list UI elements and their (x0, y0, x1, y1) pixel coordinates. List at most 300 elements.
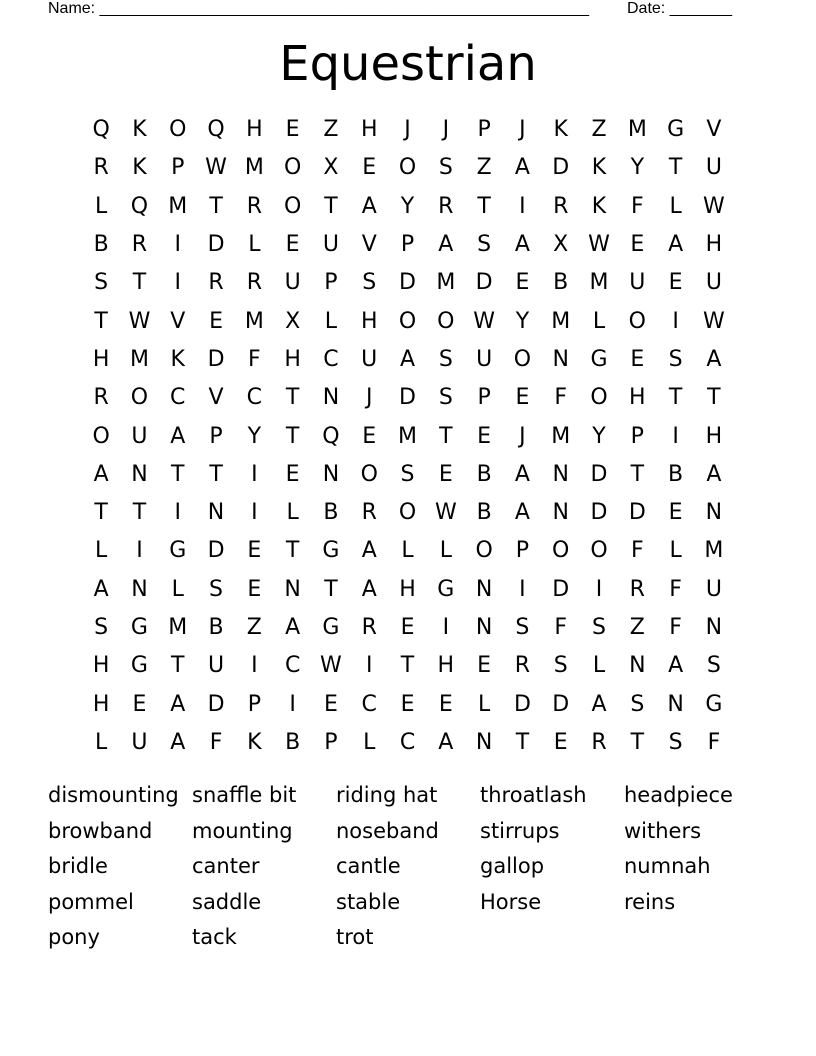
word-bank-item: throatlash (480, 783, 587, 807)
grid-letter[interactable]: D (207, 691, 225, 717)
grid-letter[interactable]: O (92, 423, 110, 449)
grid-letter[interactable]: T (400, 653, 415, 679)
grid-letter[interactable]: J (404, 117, 411, 143)
grid-letter[interactable]: O (513, 346, 532, 372)
grid-letter[interactable]: O (552, 538, 570, 564)
grid-letter[interactable]: I (251, 461, 258, 487)
grid-row (82, 494, 734, 532)
grid-letter[interactable]: V (170, 308, 186, 334)
grid-letter[interactable]: X (553, 232, 569, 258)
grid-letter[interactable]: I (251, 653, 258, 679)
grid-letter[interactable]: K (247, 729, 262, 755)
grid-letter[interactable]: F (630, 538, 644, 564)
grid-letter[interactable]: U (131, 423, 148, 449)
grid-letter[interactable]: G (130, 615, 148, 640)
grid-letter[interactable]: K (553, 117, 568, 143)
grid-letter[interactable]: M (627, 117, 647, 143)
grid-letter[interactable]: R (553, 193, 569, 219)
grid-letter[interactable]: W (320, 653, 342, 679)
grid-letter[interactable]: L (439, 538, 452, 564)
grid-letter[interactable]: S (477, 232, 492, 258)
grid-letter[interactable]: O (398, 308, 417, 334)
grid-letter[interactable]: B (323, 500, 339, 526)
grid-letter[interactable]: S (438, 155, 453, 181)
grid-letter[interactable]: L (95, 193, 108, 219)
grid-letter[interactable]: S (515, 615, 530, 640)
grid-letter[interactable]: A (170, 423, 186, 449)
grid-letter[interactable]: E (515, 385, 530, 411)
grid-letter[interactable]: M (398, 423, 418, 449)
grid-letter[interactable]: M (589, 270, 609, 296)
grid-letter[interactable]: M (168, 193, 188, 219)
grid-letter[interactable]: I (174, 232, 181, 258)
grid-letter[interactable]: S (438, 346, 453, 372)
grid-letter[interactable]: F (669, 615, 682, 640)
grid-letter[interactable]: R (93, 385, 109, 411)
grid-letter[interactable]: T (209, 193, 223, 219)
grid-letter[interactable]: I (289, 691, 296, 717)
grid-letter[interactable]: H (399, 576, 416, 602)
grid-letter[interactable]: S (553, 653, 568, 679)
grid-letter[interactable]: A (361, 576, 377, 602)
grid-letter[interactable]: E (362, 423, 377, 449)
grid-letter[interactable]: N (705, 500, 723, 526)
grid-letter[interactable]: J (442, 117, 450, 143)
grid-letter[interactable]: T (171, 653, 185, 679)
grid-letter[interactable]: A (706, 461, 722, 487)
grid-letter[interactable]: W (128, 308, 151, 334)
grid-letter[interactable]: E (247, 538, 262, 564)
grid-letter[interactable]: K (591, 155, 607, 181)
grid-letter[interactable]: Q (92, 117, 110, 143)
grid-letter[interactable]: T (132, 500, 147, 526)
grid-letter[interactable]: U (476, 346, 493, 372)
grid-letter[interactable]: M (168, 615, 188, 640)
grid-letter[interactable]: H (705, 232, 723, 258)
grid-letter[interactable]: W (588, 232, 610, 258)
grid-letter[interactable]: O (475, 538, 493, 564)
grid-letter[interactable]: I (672, 423, 679, 449)
grid-letter[interactable]: D (399, 385, 416, 411)
grid-letter[interactable]: H (360, 117, 378, 143)
grid-letter[interactable]: S (592, 615, 606, 640)
grid-letter[interactable]: L (477, 691, 491, 717)
grid-letter[interactable]: A (514, 155, 530, 181)
grid-letter[interactable]: S (362, 270, 377, 296)
grid-letter[interactable]: L (286, 500, 299, 526)
grid-letter[interactable]: S (706, 653, 721, 679)
grid-row (82, 456, 734, 494)
grid-letter[interactable]: N (322, 385, 340, 411)
grid-letter[interactable]: P (630, 423, 644, 449)
grid-letter[interactable]: L (363, 729, 376, 755)
grid-letter[interactable]: U (629, 270, 646, 296)
grid-letter[interactable]: E (400, 691, 415, 717)
grid-letter[interactable]: L (401, 538, 414, 564)
grid-letter[interactable]: N (667, 691, 684, 717)
grid-letter[interactable]: O (590, 538, 608, 564)
grid-letter[interactable]: T (324, 193, 338, 219)
grid-letter[interactable]: J (519, 423, 526, 449)
grid-letter[interactable]: T (630, 461, 645, 487)
grid-letter[interactable]: O (628, 308, 646, 334)
grid-letter[interactable]: R (208, 270, 224, 296)
grid-letter[interactable]: L (592, 308, 606, 334)
grid-letter[interactable]: A (170, 729, 186, 755)
grid-letter[interactable]: Z (629, 615, 645, 640)
grid-letter[interactable]: H (92, 691, 110, 717)
grid-letter[interactable]: U (361, 346, 378, 372)
grid-letter[interactable]: R (629, 576, 645, 602)
grid-letter[interactable]: L (248, 232, 261, 258)
grid-letter[interactable]: C (246, 385, 263, 411)
grid-letter[interactable]: S (94, 615, 109, 640)
grid-letter[interactable]: R (131, 232, 148, 258)
grid-letter[interactable]: L (669, 193, 682, 219)
grid-letter[interactable]: U (207, 653, 225, 679)
grid-letter[interactable]: C (323, 346, 339, 372)
grid-letter[interactable]: M (129, 346, 149, 372)
grid-letter[interactable]: H (705, 423, 723, 449)
grid-letter[interactable]: F (707, 729, 721, 755)
grid-letter[interactable]: S (209, 576, 224, 602)
grid-letter[interactable]: I (595, 576, 603, 602)
grid-letter[interactable]: A (706, 346, 722, 372)
grid-letter[interactable]: P (400, 232, 415, 258)
grid-letter[interactable]: C (170, 385, 186, 411)
grid-letter[interactable]: T (285, 423, 300, 449)
grid-letter[interactable]: L (95, 729, 108, 755)
grid-letter[interactable]: E (438, 691, 453, 717)
grid-letter[interactable]: I (136, 538, 143, 564)
grid-letter[interactable]: Y (400, 193, 415, 219)
grid-letter[interactable]: B (553, 270, 569, 296)
grid-letter[interactable]: B (476, 461, 492, 487)
grid-letter[interactable]: P (515, 538, 530, 564)
grid-letter[interactable]: E (668, 270, 683, 296)
grid-letter[interactable]: B (208, 615, 224, 640)
grid-letter[interactable]: S (668, 729, 683, 755)
grid-letter[interactable]: N (705, 615, 723, 640)
grid-letter[interactable]: D (552, 691, 570, 717)
grid-letter[interactable]: F (554, 615, 568, 640)
grid-letter[interactable]: A (514, 500, 530, 526)
grid-letter[interactable]: E (209, 308, 223, 334)
grid-letter[interactable]: K (132, 155, 147, 181)
grid-letter[interactable]: N (552, 346, 569, 372)
grid-letter[interactable]: A (361, 193, 377, 219)
grid-letter[interactable]: O (590, 385, 608, 411)
grid-letter[interactable]: R (438, 193, 454, 219)
grid-letter[interactable]: E (668, 500, 683, 526)
grid-letter[interactable]: E (477, 653, 492, 679)
grid-letter[interactable]: A (438, 729, 454, 755)
grid-letter[interactable]: P (324, 729, 338, 755)
grid-letter[interactable]: K (170, 346, 185, 372)
grid-letter[interactable]: Y (630, 155, 645, 181)
grid-letter[interactable]: P (171, 155, 185, 181)
grid-letter[interactable]: T (477, 193, 491, 219)
grid-letter[interactable]: U (131, 729, 148, 755)
grid-letter[interactable]: R (246, 270, 262, 296)
grid-letter[interactable]: B (476, 500, 492, 526)
grid-letter[interactable]: T (285, 385, 300, 411)
grid-letter[interactable]: T (439, 423, 453, 449)
grid-letter[interactable]: N (475, 615, 493, 640)
grid-letter[interactable]: A (93, 461, 109, 487)
grid-letter[interactable]: E (630, 232, 645, 258)
grid-letter[interactable]: W (205, 155, 227, 181)
grid-letter[interactable]: I (519, 193, 526, 219)
grid-letter[interactable]: E (132, 691, 147, 717)
grid-letter[interactable]: I (519, 576, 526, 602)
grid-letter[interactable]: G (590, 346, 608, 372)
grid-letter[interactable]: A (361, 538, 377, 564)
grid-letter[interactable]: T (668, 385, 683, 411)
grid-letter[interactable]: T (707, 385, 721, 411)
grid-letter[interactable]: V (208, 385, 224, 411)
grid-letter[interactable]: E (285, 117, 300, 143)
grid-letter[interactable]: N (629, 653, 646, 679)
grid-letter[interactable]: O (283, 155, 302, 181)
grid-letter[interactable]: O (398, 155, 417, 181)
grid-letter[interactable]: I (442, 615, 450, 640)
grid-letter[interactable]: T (515, 729, 530, 755)
grid-letter[interactable]: E (285, 232, 300, 258)
grid-letter[interactable]: U (705, 270, 722, 296)
grid-letter[interactable]: O (283, 193, 302, 219)
grid-letter[interactable]: L (592, 653, 606, 679)
grid-letter[interactable]: W (473, 308, 495, 334)
grid-letter[interactable]: K (591, 193, 607, 219)
grid-letter[interactable]: E (362, 155, 377, 181)
grid-letter[interactable]: O (130, 385, 149, 411)
date-field[interactable]: Date: _______ (627, 0, 732, 17)
grid-letter[interactable]: I (251, 500, 258, 526)
grid-letter[interactable]: H (360, 308, 378, 334)
grid-letter[interactable]: D (590, 500, 608, 526)
grid-letter[interactable]: S (94, 270, 109, 296)
grid-letter[interactable]: D (207, 346, 225, 372)
grid-letter[interactable]: I (174, 270, 181, 296)
grid-letter[interactable]: B (668, 461, 684, 487)
grid-letter[interactable]: G (667, 117, 685, 143)
grid-letter[interactable]: H (437, 653, 455, 679)
grid-letter[interactable]: E (477, 423, 492, 449)
grid-letter[interactable]: N (207, 500, 225, 526)
grid-letter[interactable]: T (132, 270, 147, 296)
grid-letter[interactable]: D (399, 270, 416, 296)
grid-letter[interactable]: A (514, 461, 530, 487)
grid-letter[interactable]: H (629, 385, 646, 411)
grid-letter[interactable]: W (703, 193, 725, 219)
grid-letter[interactable]: J (365, 385, 373, 411)
grid-letter[interactable]: R (591, 729, 607, 755)
grid-letter[interactable]: E (515, 270, 530, 296)
grid-letter[interactable]: G (130, 653, 148, 679)
grid-letter[interactable]: A (285, 615, 301, 640)
grid-letter[interactable]: Q (130, 193, 149, 219)
grid-letter[interactable]: N (475, 729, 493, 755)
grid-letter[interactable]: D (552, 155, 570, 181)
grid-letter[interactable]: U (705, 155, 722, 181)
grid-letter[interactable]: R (246, 193, 262, 219)
grid-letter[interactable]: N (284, 576, 301, 602)
grid-letter[interactable]: N (322, 461, 340, 487)
grid-letter[interactable]: A (170, 691, 186, 717)
grid-letter[interactable]: C (399, 729, 416, 755)
grid-letter[interactable]: P (324, 270, 338, 296)
name-field[interactable]: Name: _______________________________________________________ (48, 0, 589, 17)
grid-letter[interactable]: T (94, 308, 108, 334)
grid-letter[interactable]: E (323, 691, 338, 717)
grid-letter[interactable]: S (630, 691, 645, 717)
grid-letter[interactable]: Z (591, 117, 607, 143)
grid-letter[interactable]: T (630, 729, 645, 755)
grid-letter[interactable]: B (93, 232, 109, 258)
grid-letter[interactable]: D (513, 691, 531, 717)
grid-letter[interactable]: G (705, 691, 723, 717)
grid-letter[interactable]: I (365, 653, 373, 679)
grid-letter[interactable]: T (171, 461, 185, 487)
grid-letter[interactable]: W (703, 308, 725, 334)
grid-letter[interactable]: C (284, 653, 301, 679)
grid-letter[interactable]: F (209, 729, 223, 755)
grid-letter[interactable]: M (704, 538, 724, 564)
grid-letter[interactable]: V (361, 232, 377, 258)
grid-letter[interactable]: E (553, 729, 568, 755)
grid-letter[interactable]: T (94, 500, 108, 526)
grid-letter[interactable]: O (398, 500, 417, 526)
grid-letter[interactable]: L (95, 538, 108, 564)
grid-letter[interactable]: Y (515, 308, 530, 334)
grid-letter[interactable]: P (209, 423, 223, 449)
grid-letter[interactable]: B (285, 729, 301, 755)
grid-letter[interactable]: Q (322, 423, 340, 449)
grid-letter[interactable]: V (706, 117, 722, 143)
grid-letter[interactable]: E (400, 615, 415, 640)
grid-letter[interactable]: P (247, 691, 261, 717)
grid-row (82, 685, 734, 723)
grid-letter[interactable]: M (244, 155, 264, 181)
grid-letter[interactable]: P (477, 385, 491, 411)
grid-letter[interactable]: P (477, 117, 491, 143)
grid-letter[interactable]: E (247, 576, 262, 602)
grid-letter[interactable]: U (322, 232, 339, 258)
grid-letter[interactable]: L (324, 308, 338, 334)
grid-letter[interactable]: X (285, 308, 301, 334)
grid-letter[interactable]: N (131, 461, 148, 487)
grid-row (82, 379, 734, 417)
grid-letter[interactable]: N (552, 500, 569, 526)
grid-letter[interactable]: A (591, 691, 607, 717)
word-bank-item: browband (48, 818, 153, 843)
grid-letter[interactable]: Z (476, 155, 492, 181)
grid-letter[interactable]: M (436, 270, 456, 296)
grid-letter[interactable]: T (209, 461, 223, 487)
grid-letter[interactable]: E (630, 346, 645, 372)
grid-letter[interactable]: J (519, 117, 526, 143)
grid-letter[interactable]: A (514, 232, 530, 258)
grid-letter[interactable]: K (132, 117, 147, 143)
grid-letter[interactable]: G (437, 576, 455, 602)
grid-letter[interactable]: A (668, 232, 684, 258)
grid-letter[interactable]: T (324, 576, 338, 602)
grid-letter[interactable]: Y (247, 423, 262, 449)
grid-letter[interactable]: A (399, 346, 416, 372)
grid-letter[interactable]: T (285, 538, 300, 564)
grid-letter[interactable]: Q (207, 117, 225, 143)
grid-letter[interactable]: D (207, 538, 225, 564)
grid-letter[interactable]: G (322, 538, 340, 564)
grid-letter[interactable]: A (668, 653, 684, 679)
grid-letter[interactable]: W (434, 500, 457, 526)
grid-letter[interactable]: F (554, 385, 568, 411)
grid-letter[interactable]: N (475, 576, 493, 602)
grid-letter[interactable]: F (669, 576, 682, 602)
grid-letter[interactable]: R (514, 653, 531, 679)
grid-letter[interactable]: Y (592, 423, 606, 449)
grid-letter[interactable]: N (552, 461, 569, 487)
grid-letter[interactable]: Z (246, 615, 262, 640)
grid-letter[interactable]: T (668, 155, 683, 181)
grid-letter[interactable]: G (322, 615, 340, 640)
grid-letter[interactable]: M (551, 423, 571, 449)
grid-letter[interactable]: F (248, 346, 261, 372)
grid-letter[interactable]: D (590, 461, 608, 487)
grid-letter[interactable]: O (437, 308, 455, 334)
grid-letter[interactable]: A (93, 576, 109, 602)
grid-letter[interactable]: R (93, 155, 109, 181)
grid-letter[interactable]: I (174, 500, 181, 526)
grid-letter[interactable]: R (361, 615, 377, 640)
grid-letter[interactable]: R (361, 500, 377, 526)
grid-letter[interactable]: H (92, 346, 110, 372)
grid-letter[interactable]: U (705, 576, 722, 602)
grid-letter[interactable]: M (244, 308, 264, 334)
grid-letter[interactable]: U (284, 270, 301, 296)
grid-letter[interactable]: C (361, 691, 377, 717)
grid-letter[interactable]: A (438, 232, 454, 258)
grid-letter[interactable]: I (672, 308, 679, 334)
grid-letter[interactable]: S (400, 461, 415, 487)
grid-letter[interactable]: H (284, 346, 301, 372)
grid-letter[interactable]: X (323, 155, 339, 181)
grid-letter[interactable]: G (169, 538, 187, 564)
grid-letter[interactable]: D (628, 500, 646, 526)
grid-letter[interactable]: M (551, 308, 571, 334)
word-bank-item: trot (336, 925, 374, 949)
grid-letter[interactable]: H (246, 117, 263, 143)
grid-letter[interactable]: Z (323, 117, 339, 143)
grid-letter[interactable]: F (630, 193, 644, 219)
grid-letter[interactable]: O (169, 117, 187, 143)
grid-letter[interactable]: D (475, 270, 493, 296)
word-bank-item: stable (336, 889, 401, 914)
grid-letter[interactable]: S (668, 346, 683, 372)
grid-letter[interactable]: D (207, 232, 225, 258)
grid-letter[interactable]: S (438, 385, 453, 411)
grid-letter[interactable]: L (171, 576, 184, 602)
grid-letter[interactable]: E (438, 461, 453, 487)
grid-letter[interactable]: D (552, 576, 570, 602)
grid-letter[interactable]: E (285, 461, 300, 487)
grid-letter[interactable]: N (131, 576, 148, 602)
grid-letter[interactable]: H (92, 653, 110, 679)
grid-letter[interactable]: O (360, 461, 378, 487)
grid-letter[interactable]: L (669, 538, 682, 564)
word-bank-item: bridle (48, 854, 108, 878)
